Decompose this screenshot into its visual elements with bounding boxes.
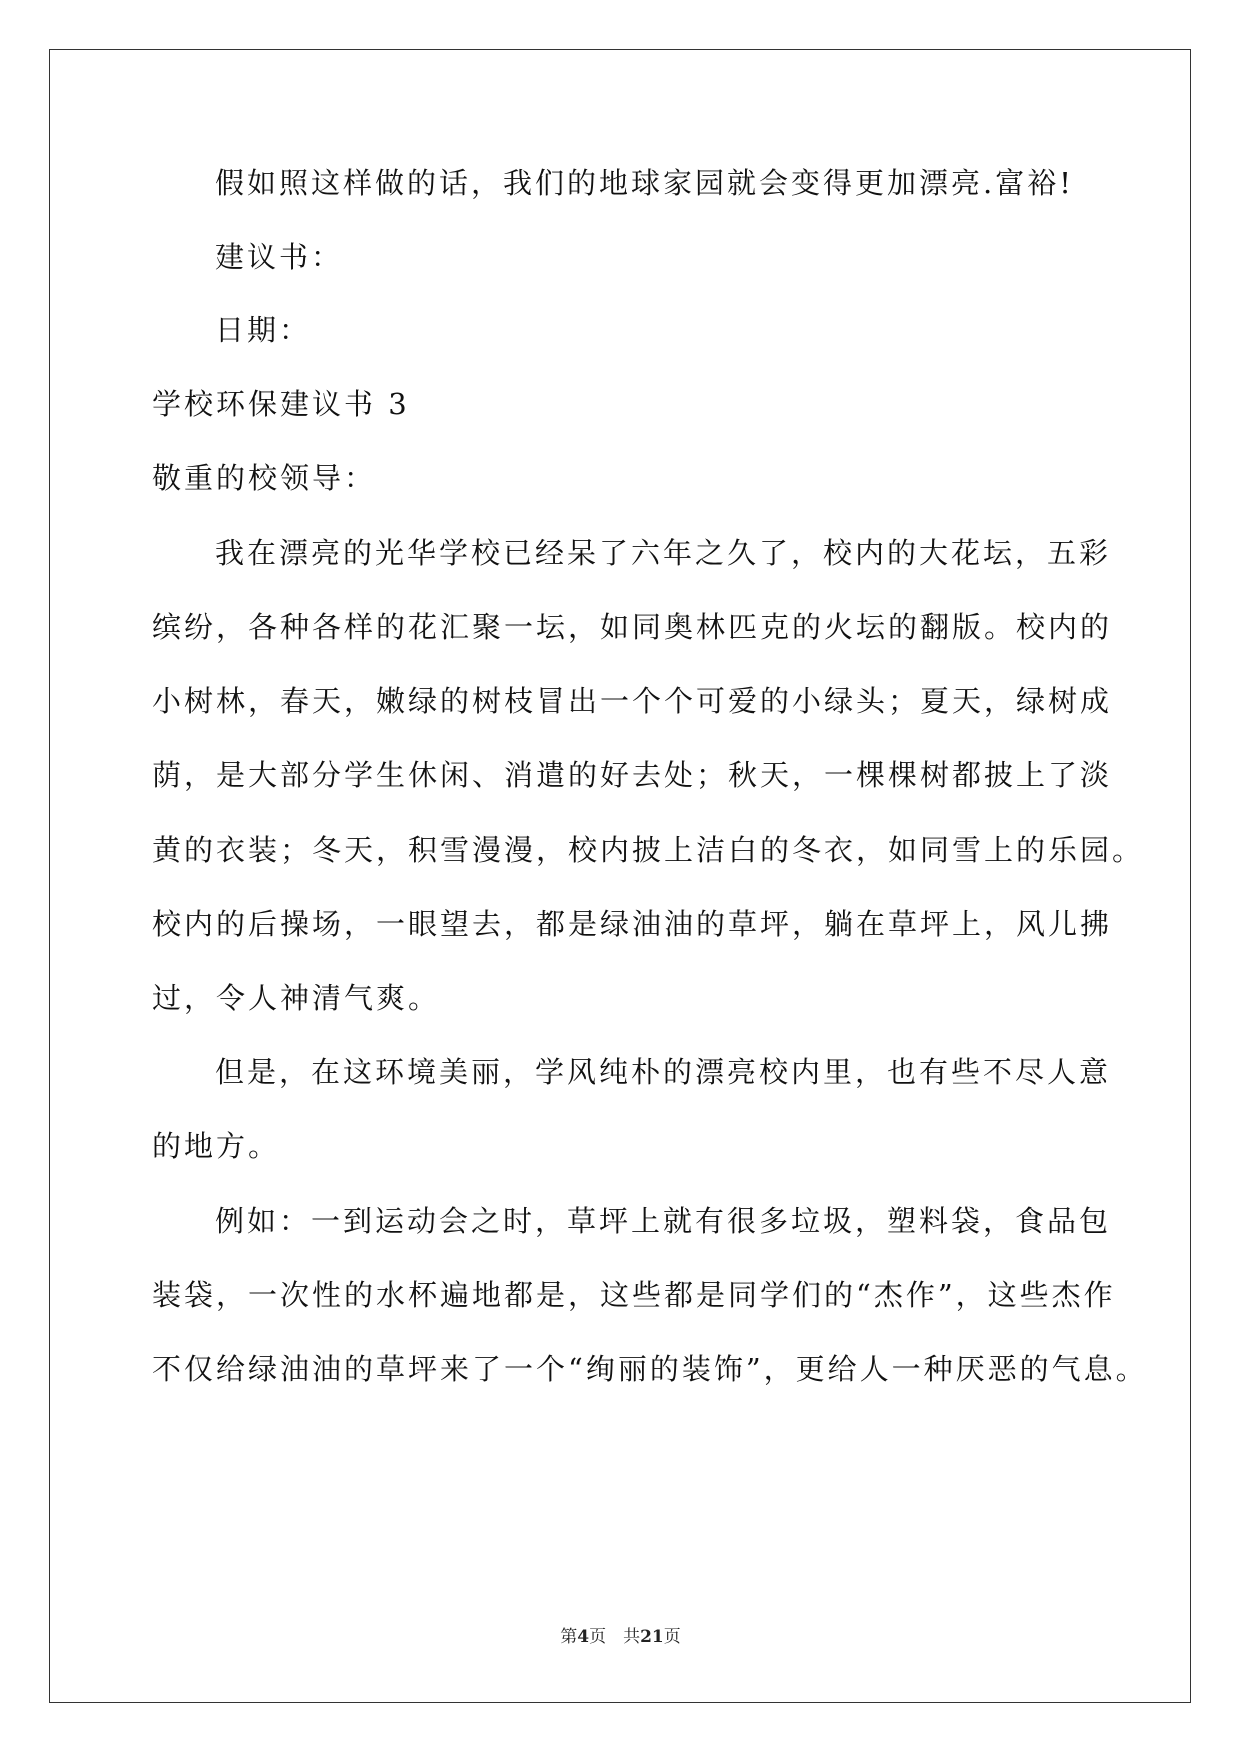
paragraph-line: 我在漂亮的光华学校已经呆了六年之久了，校内的大花坛，五彩 (215, 536, 1112, 570)
paragraph-line: 日期： (215, 313, 312, 347)
paragraph-line: 不仅给绿油油的草坪来了一个“绚丽的装饰”，更给人一种厌恶的气息。 (152, 1352, 1148, 1386)
paragraph-line: 假如照这样做的话，我们的地球家园就会变得更加漂亮.富裕! (215, 166, 1074, 200)
paragraph-line: 黄的衣装；冬天，积雪漫漫，校内披上洁白的冬衣，如同雪上的乐园。 (152, 833, 1145, 867)
paragraph-line: 校内的后操场，一眼望去，都是绿油油的草坪，躺在草坪上，风儿拂 (152, 907, 1113, 941)
paragraph-line: 但是，在这环境美丽，学风纯朴的漂亮校内里，也有些不尽人意 (215, 1055, 1112, 1089)
page-footer (0, 1622, 1241, 1647)
paragraph-line: 装袋，一次性的水杯遍地都是，这些都是同学们的“杰作”，这些杰作 (152, 1278, 1116, 1312)
paragraph-line: 缤纷，各种各样的花汇聚一坛，如同奥林匹克的火坛的翻版。校内的 (152, 610, 1113, 644)
paragraph-line: 的地方。 (152, 1129, 281, 1163)
section-title: 学校环保建议书 3 (152, 387, 410, 421)
total-pages: 21 (640, 1627, 664, 1647)
footer-prefix: 第 (560, 1627, 578, 1647)
footer-mid: 页 共 (589, 1627, 641, 1647)
salutation: 敬重的校领导： (152, 461, 377, 495)
paragraph-line: 小树林，春天，嫩绿的树枝冒出一个个可爱的小绿头；夏天，绿树成 (152, 684, 1113, 718)
footer-suffix: 页 (663, 1627, 681, 1647)
paragraph-line: 过，令人神清气爽。 (152, 981, 441, 1015)
paragraph-line: 建议书： (215, 240, 344, 274)
paragraph-line: 荫，是大部分学生休闲、消遣的好去处；秋天，一棵棵树都披上了淡 (152, 758, 1113, 792)
page-border (49, 49, 1191, 1703)
paragraph-line: 例如：一到运动会之时，草坪上就有很多垃圾，塑料袋，食品包 (215, 1204, 1112, 1238)
page-number: 4 (577, 1627, 590, 1647)
